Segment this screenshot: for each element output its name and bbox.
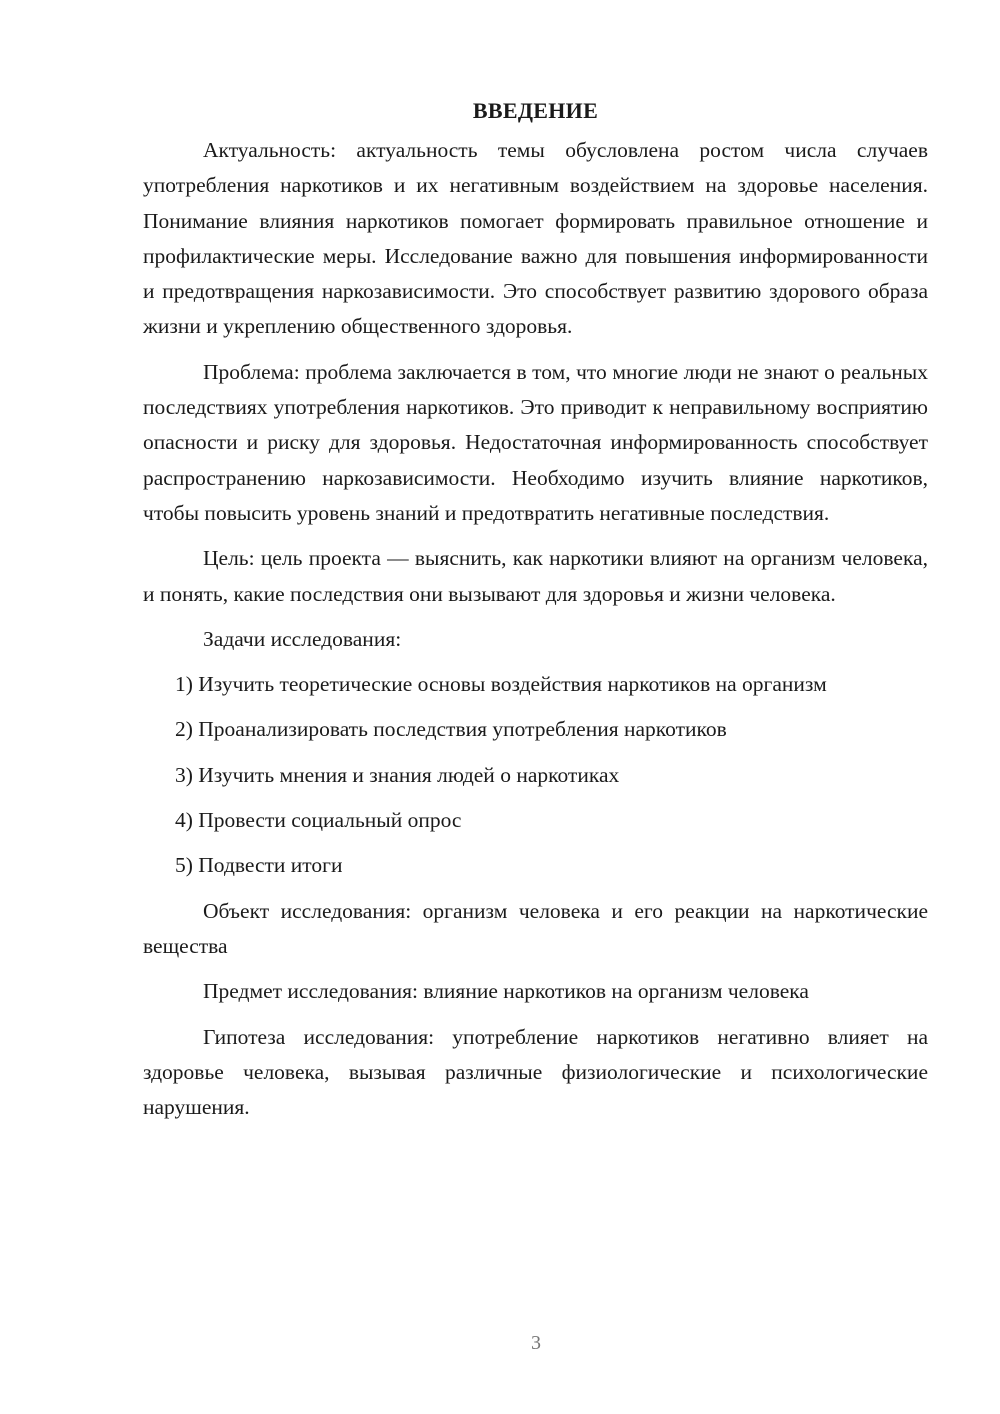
document-page [143, 97, 928, 1135]
task-item-3: 3) Изучить мнения и знания людей о наркотиках [175, 762, 620, 787]
task-item-2: 2) Проанализировать последствия употребления наркотиков [175, 717, 727, 742]
page-number: 3 [531, 1332, 541, 1354]
task-item-4: 4) Провести социальный опрос [175, 808, 462, 833]
tasks-heading: Задачи исследования: [203, 626, 402, 651]
relevance-paragraph: Актуальность: актуальность темы обусловлена ростом числа случаев употребления наркотиков и их негативным воздействием на здоровье населения. Понимание влияния наркотиков помогает формировать правильное отношение и профилактические меры. Исследование важно для повышения информированности и предотвращения наркозависимости. Это способствует развитию здорового образа жизни и укреплению общественного здоровья. [143, 138, 928, 339]
hypothesis-paragraph: Гипотеза исследования: употребление наркотиков негативно влияет на здоровье человека, вызывая различные физиологические и психологические нарушения. [143, 1024, 928, 1120]
object-paragraph: Объект исследования: организм человека и его реакции на наркотические вещества [143, 898, 928, 958]
task-item-5: 5) Подвести итоги [175, 853, 343, 878]
page-title: ВВЕДЕНИЕ [472, 98, 599, 123]
subject-paragraph: Предмет исследования: влияние наркотиков на организм человека [203, 979, 809, 1004]
goal-paragraph: Цель: цель проекта — выяснить, как наркотики влияют на организм человека, и понять, какие последствия они вызывают для здоровья и жизни человека. [143, 546, 928, 606]
task-item-1: 1) Изучить теоретические основы воздействия наркотиков на организм [175, 672, 827, 697]
problem-paragraph: Проблема: проблема заключается в том, что многие люди не знают о реальных последствиях употребления наркотиков. Это приводит к неправильному восприятию опасности и риску для здоровья. Недостаточная информированность способствует распространению наркозависимости. Необходимо изучить влияние наркотиков, чтобы повысить уровень знаний и предотвратить негативные последствия. [143, 359, 928, 525]
